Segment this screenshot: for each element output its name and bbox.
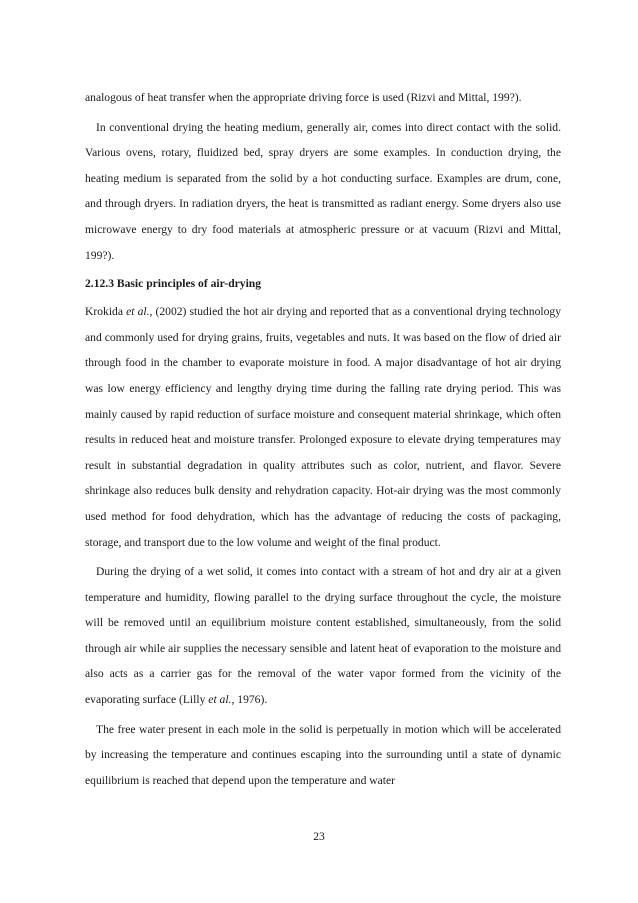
page-number: 23: [313, 830, 325, 843]
section-after-heading: [85, 299, 561, 793]
paragraph-text: The free water present in each mole in the solid is perpetually in motion which will be accelerated by increasing the temperature and continues escaping into the surrounding until a state of dynamic equilibrium is reached that depend upon the temperature and water: [85, 722, 561, 787]
document-page-body: [85, 85, 561, 797]
paragraph-text: analogous of heat transfer when the appropriate driving force is used (Rizvi and Mittal, 199?).: [85, 91, 522, 104]
section-before-heading: [85, 85, 561, 268]
paragraph-text: In conventional drying the heating medium, generally air, comes into direct contact with the solid. Various ovens, rotary, fluidized bed, spray dryers are some examples. In conduction drying, the heating medium is separated from the solid by a hot conducting surface. Examples are drum, cone, and through dryers. In radiation dryers, the heat is transmitted as radiant energy. Some dryers also use microwave energy to dry food materials at atmospheric pressure or at vacuum (Rizvi and Mittal, 199?).: [85, 120, 561, 262]
paragraph: [85, 717, 561, 794]
paragraph: [85, 299, 561, 555]
paragraph: [85, 559, 561, 713]
italic-text: et al.,: [208, 693, 235, 707]
paragraph-text: Krokida: [85, 305, 127, 319]
paragraph-text: 1976).: [234, 693, 268, 707]
paragraph-text: (2002) studied the hot air drying and reported that as a conventional drying technology and commonly used for drying grains, fruits, vegetables and nuts. It was based on the flow of dried air through food in the chamber to evaporate moisture in food. A major disadvantage of hot air drying was low energy efficiency and lengthy drying time during the falling rate drying period. This was mainly caused by rapid reduction of surface moisture and consequent material shrinkage, which often results in reduced heat and moisture transfer. Prolonged exposure to elevate drying temperatures may result in substantial degradation in quality attributes such as color, nutrient, and flavor. Severe shrinkage also reduces bulk density and rehydration capacity. Hot-air drying was the most commonly used method for food dehydration, which has the advantage of reducing the costs of packaging, storage, and transport due to the low volume and weight of the final product.: [85, 305, 561, 549]
paragraph-text: During the drying of a wet solid, it comes into contact with a stream of hot and dry air at a given temperature and humidity, flowing parallel to the drying surface throughout the cycle, the moisture will be removed until an equilibrium moisture content established, simultaneously, from the solid through air while air supplies the necessary sensible and latent heat of evaporation to the moisture and also acts as a carrier gas for the removal of the water vapor formed from the vicinity of the evaporating surface (Lilly: [85, 565, 561, 707]
paragraph: [85, 115, 561, 269]
italic-text: et al.,: [126, 305, 153, 319]
section-heading: 2.12.3 Basic principles of air-drying: [85, 277, 262, 291]
paragraph: [85, 85, 561, 111]
